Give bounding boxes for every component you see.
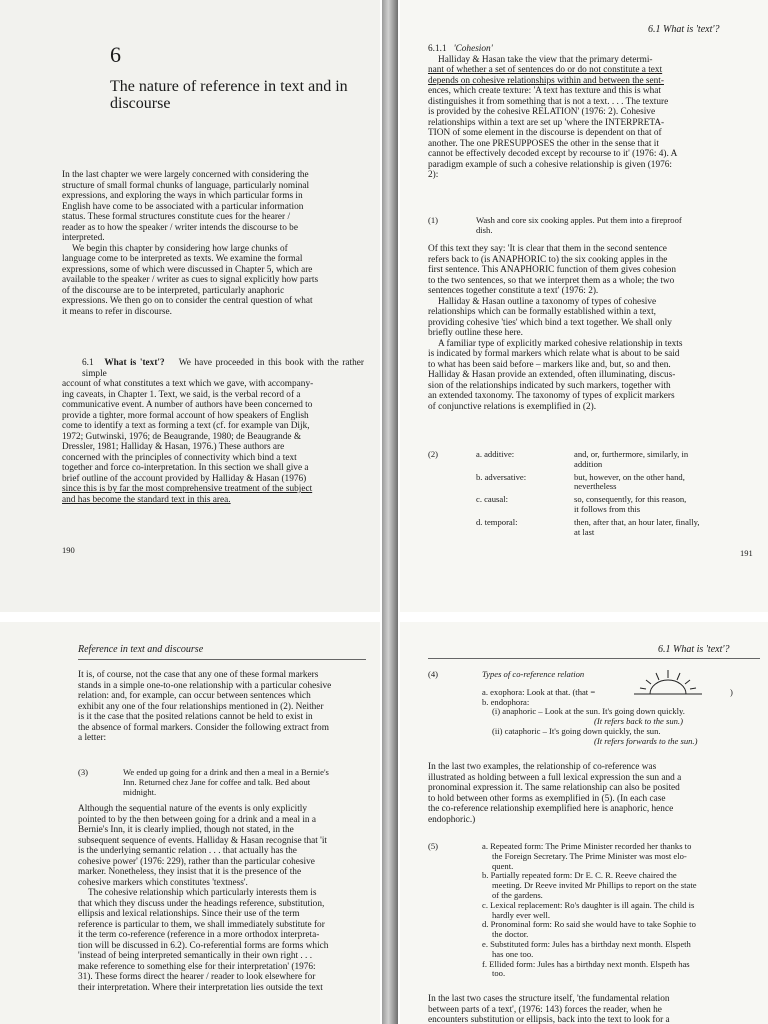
text-line: that which they discuss under the headings reference, substitution,: [78, 898, 325, 909]
text-line: endophoric.): [428, 814, 476, 825]
list-item: [482, 920, 758, 940]
cohesion-discussion: [428, 244, 760, 412]
text-line: subsequent sequence of events. Halliday & Hasan recognise that 'it: [78, 835, 328, 846]
text-line: Halliday & Hasan take the view that the primary determi-: [438, 54, 653, 65]
example-1: [428, 216, 758, 236]
example-line: so, consequently, for this reason,: [574, 494, 687, 505]
section-6-1: [62, 358, 364, 505]
example-label: (1): [428, 215, 439, 225]
example-line: (It refers forwards to the sun.): [594, 735, 698, 746]
example-label: (3): [78, 767, 89, 777]
text-line: provide a tighter, more formal account of how speakers of English: [62, 410, 309, 421]
list-item: [482, 871, 758, 900]
underlined-line: nant of whether a set of sentences do or do not constitute a text: [428, 65, 663, 75]
text-line: cohesive power' (1976: 229), rather than the particular cohesive: [78, 856, 315, 867]
text-line: relationships which can be formally established within a text,: [428, 307, 656, 317]
text-line: a letter:: [78, 733, 107, 743]
conjunction-row: [476, 450, 758, 470]
text-line: it the term co-reference (reference in a more orthodox interpreta-: [78, 930, 320, 940]
text-line: communicative event. A number of authors have been concerned to: [62, 400, 313, 410]
text-line: In the last two cases the structure itself, 'the fundamental relation: [428, 994, 670, 1004]
text-line: English have come to be associated with a particular information: [62, 201, 304, 212]
text-line: 31). These forms direct the hearer / reader to look elsewhere for: [78, 972, 316, 982]
example-line: d. Pronominal form: Ro said she would have to take Sophie to: [482, 919, 696, 930]
text-line: another. The one PRESUPPOSES the other in the sense that it: [428, 138, 659, 149]
underlined-line: depends on cohesive relationships within and between the sent-: [428, 75, 664, 86]
text-line: Halliday & Hasan outline a taxonomy of types of cohesive: [438, 296, 657, 307]
example-line: the doctor.: [492, 929, 529, 940]
text-line: The cohesive relationship which particularly interests them is: [88, 888, 317, 898]
text-line: distinguishes it from something that is not a text. . . . The texture: [428, 96, 669, 107]
text-line: to hold between other forms as exemplified in (5). (In each case: [428, 793, 666, 804]
text-line: tion will be discussed in 6.2). Co-referential forms are forms which: [78, 940, 329, 951]
text-line: status. These formal structures constitute cues for the hearer /: [62, 212, 291, 222]
conjunction-row: [476, 473, 758, 493]
markers-paragraph: [78, 670, 368, 744]
text-line: TION of some element in the discourse is dependent on that of: [428, 128, 662, 138]
text-line: Of this text they say: 'It is clear that them in the second sentence: [428, 244, 667, 254]
text-line: cohesive markers which constitutes 'textness'.: [78, 877, 248, 888]
example-line: but, however, on the other hand,: [574, 471, 685, 482]
text-line: is the underlying semantic relation . . . that actually has the: [78, 846, 297, 856]
example-line: (i) anaphoric – Look at the sun. It's going down quickly.: [492, 706, 685, 717]
list-item: [482, 901, 758, 921]
list-item: [482, 940, 758, 960]
list-item: [482, 960, 758, 980]
example-line: (ii) cataphoric – It's going down quickly, the sun.: [492, 725, 661, 736]
section-number: 6.1: [82, 358, 94, 368]
text-line: sion of the relationships indicated by such markers, together with: [428, 380, 671, 391]
text-line: 2):: [428, 170, 439, 180]
example-line: quent.: [492, 860, 514, 871]
conjunction-type: c. causal:: [476, 494, 508, 505]
chapter-number: 6: [110, 42, 121, 67]
text-line: ing caveats, in Chapter 1. Text, we said, is the verbal record of a: [62, 389, 301, 400]
text-line: reader as to how the speaker / writer intends the discourse to be: [62, 222, 298, 233]
text-line: A familiar type of explicitly marked cohesive relationship in texts: [438, 338, 683, 349]
text-line: refers back to (is ANAPHORIC to) the six cooking apples in the: [428, 254, 668, 265]
example-label: (5): [428, 841, 439, 851]
text-line: marker. Nonetheless, they insist that it is the presence of the: [78, 867, 302, 877]
text-line: the absence of formal markers. Consider the following extract from: [78, 722, 329, 733]
example-3: [78, 768, 368, 797]
example-line: the Foreign Secretary. The Prime Minister was most elo-: [492, 850, 687, 861]
page-number: 190: [62, 545, 75, 555]
text-line: an extended taxonomy. The taxonomy of types of explicit markers: [428, 391, 675, 401]
example-line: and, or, furthermore, similarly, in: [574, 449, 689, 459]
underlined-line: and has become the standard text in this area.: [62, 494, 231, 505]
header-rule: [428, 658, 760, 659]
closing-paragraph: [428, 994, 760, 1024]
text-line: expressions. We then go on to consider the central question of what: [62, 296, 313, 306]
example-line: f. Ellided form: Jules has a birthday next month. Elspeth has: [482, 958, 690, 969]
text-line: it means to refer in discourse.: [62, 306, 172, 317]
example-line: of the gardens.: [492, 889, 543, 900]
text-line: exhibit any one of the four relationships mentioned in (2). Neither: [78, 701, 324, 712]
subsection-title: 'Cohesion': [453, 44, 493, 54]
example-line: too.: [492, 968, 506, 979]
conjunction-type: b. adversative:: [476, 471, 527, 482]
text-line: come to identify a text as forming a text (cf. for example van Dijk,: [62, 421, 310, 431]
subsection-number: 6.1.1: [428, 44, 447, 54]
example-line: a. Repeated form: The Prime Minister recorded her thanks to: [482, 841, 692, 851]
example-line: at last: [574, 526, 595, 537]
text-line: ellipsis and lexical relationships. Since their use of the term: [78, 909, 300, 919]
example-line: Inn. Returned chez Jane for coffee and talk. Bed about: [123, 776, 311, 787]
text-line: In the last chapter we were largely concerned with considering the: [62, 170, 309, 180]
conjunction-type: d. temporal:: [476, 516, 518, 527]
text-line: make reference to something else for their interpretation' (1976:: [78, 961, 316, 972]
conjunction-type: a. additive:: [476, 449, 515, 459]
conjunction-row: [476, 495, 758, 515]
text-line: brief outline of the account provided by Halliday & Hasan (1976): [62, 473, 307, 484]
text-line: pronominal expression it. The same relationship can also be posited: [428, 783, 680, 793]
text-line: interpreted.: [62, 233, 105, 243]
underlined-line: since this is by far the most comprehensive treatment of the subject: [62, 484, 313, 494]
running-head: Reference in text and discourse: [78, 644, 204, 655]
text-line: reference is particular to them, we shall immediately substitute for: [78, 919, 325, 930]
example-line: Wash and core six cooking apples. Put them into a fireproof: [476, 215, 682, 225]
example-line: it follows from this: [574, 503, 641, 514]
text-line: cannot be effectively decoded except by recourse to it' (1976: 4). A: [428, 149, 678, 159]
text-line: briefly outline these here.: [428, 328, 523, 338]
example-line: e. Substituted form: Jules has a birthday next month. Elspeth: [482, 938, 691, 949]
example-line: meeting. Dr Reeve invited Mr Phillips to report on the state: [492, 880, 697, 891]
text-line: Dressler, 1981; Halliday & Hasan, 1976.) These authors are: [62, 442, 285, 452]
text-line: In the last two examples, the relationship of co-reference was: [428, 762, 657, 772]
text-line: providing cohesive 'ties' which bind a text together. We shall only: [428, 317, 672, 328]
text-line: of the discourse are to be interpreted, particularly anaphoric: [62, 285, 285, 296]
text-line: relation: and, for example, can occur between sentences which: [78, 691, 311, 701]
running-head: 6.1 What is 'text'?: [658, 644, 730, 655]
text-line: structure of small formal chunks of language, particularly nominal: [62, 180, 310, 191]
example-line: dish.: [476, 224, 493, 235]
text-line: 1972; Gutwinski, 1976; de Beaugrande, 1980; de Beaugrande &: [62, 431, 302, 442]
text-line: sentences together constitute a text' (1976: 2).: [428, 286, 599, 296]
text-line: of conjunctive relations is exemplified in (2).: [428, 401, 597, 412]
example-line: b. endophora:: [482, 696, 530, 707]
text-line: relationships within a text are set up 'where the INTERPRETA-: [428, 117, 665, 128]
example-2: [428, 450, 758, 537]
text-line: is provided by the cohesive RELATION' (1976: 2). Cohesive: [428, 107, 656, 117]
example-line: has one too.: [492, 948, 534, 959]
text-line: is it the case that the posited relations cannot be held to exist in: [78, 712, 313, 722]
text-line: between parts of a text', (1976: 143) forces the reader, when he: [428, 1004, 662, 1015]
example-line: addition: [574, 458, 603, 469]
text-line: Although the sequential nature of the events is only explicitly: [78, 804, 308, 814]
page-192: [0, 622, 380, 1024]
list-item: [482, 842, 758, 871]
close-paren: ): [730, 687, 733, 697]
text-line: ences, which create texture: 'A text has texture and this is what: [428, 86, 661, 96]
text-line: available to the speaker / writer as cues to signal explicitly how parts: [62, 275, 319, 285]
example-line: b. Partially repeated form: Dr E. C. R. Reeve chaired the: [482, 870, 677, 881]
text-line: paradigm example of such a cohesive relationship is given (1976:: [428, 159, 672, 170]
section-title: What is 'text'?: [104, 358, 165, 368]
example-4: [428, 670, 758, 747]
text-line: to the two sentences, so that we interpret them as a whole; the two: [428, 275, 675, 286]
example-line: We ended up going for a drink and then a meal in a Bernie's: [123, 767, 329, 777]
text-line: Halliday & Hasan provide an extended, often illuminating, discus-: [428, 370, 676, 380]
chapter-title: The nature of reference in text and in discourse: [110, 78, 348, 112]
text-line: language come to be interpreted as texts. We examine the formal: [62, 254, 303, 264]
text-line: concerned with the principles of connectivity which bind a text: [62, 452, 297, 463]
text-line: We have proceeded in this book with the rather simple: [82, 358, 364, 379]
page-193: [400, 622, 768, 1024]
cohesion-section: [428, 44, 760, 181]
running-head: 6.1 What is 'text'?: [648, 24, 720, 35]
text-line: illustrated as holding between a full lexical expression the sun and a: [428, 772, 682, 783]
text-line: together and force co-interpretation. In this section we shall give a: [62, 463, 309, 473]
text-line: the co-reference relationship exemplified here is anaphoric, hence: [428, 804, 674, 814]
text-line: account of what constitutes a text which we gave, with accompany-: [62, 379, 314, 389]
example-line: (It refers back to the sun.): [594, 716, 683, 727]
text-line: 'instead of being interpreted semantically in their own right . . .: [78, 951, 313, 961]
text-line: Bernie's Inn, it is clearly implied, though not stated, in the: [78, 825, 294, 835]
text-line: expressions, and exploring the ways in which particular forms in: [62, 191, 303, 201]
text-line: first sentence. This ANAPHORIC function of them gives cohesion: [428, 265, 676, 275]
intro-paragraph: [62, 170, 364, 317]
page-190: [0, 0, 380, 612]
text-line: stands in a simple one-to-one relationship with a particular cohesive: [78, 680, 332, 691]
relations-paragraph: [78, 804, 368, 993]
conjunction-row: [476, 518, 758, 538]
example-line: midnight.: [123, 786, 157, 797]
text-line: to what has been said before – markers like and, but, so and then.: [428, 359, 671, 370]
text-line: is indicated by formal markers which relate what is about to be said: [428, 349, 680, 359]
text-line: expressions, some of which were discussed in Chapter 5, which are: [62, 264, 313, 275]
example-title: Types of co-reference relation: [482, 669, 585, 679]
header-rule: [78, 659, 366, 660]
example-label: (4): [428, 669, 439, 679]
example-line: c. Lexical replacement: Ro's daughter is ill again. The child is: [482, 899, 695, 910]
coreference-paragraph: [428, 762, 760, 825]
setting-sun-icon: [628, 668, 708, 704]
example-line: hardly ever well.: [492, 909, 550, 920]
text-line: pointed to by the then between going for a drink and a meal in a: [78, 814, 317, 825]
book-gutter: [382, 0, 398, 1024]
example-line: a. exophora: Look at that. (that =: [482, 686, 596, 697]
example-line: nevertheless: [574, 481, 617, 492]
example-line: then, after that, an hour later, finally,: [574, 516, 700, 527]
text-line: encounters substitution or ellipsis, back into the text to look for a: [428, 1015, 670, 1024]
page-191: [400, 0, 768, 612]
text-line: We begin this chapter by considering how large chunks of: [72, 243, 288, 254]
text-line: their interpretation. Where their interpretation lies outside the text: [78, 982, 323, 993]
example-5: [428, 842, 758, 979]
text-line: It is, of course, not the case that any one of these formal markers: [78, 670, 319, 680]
page-number: 191: [740, 548, 753, 558]
example-label: (2): [428, 449, 439, 459]
